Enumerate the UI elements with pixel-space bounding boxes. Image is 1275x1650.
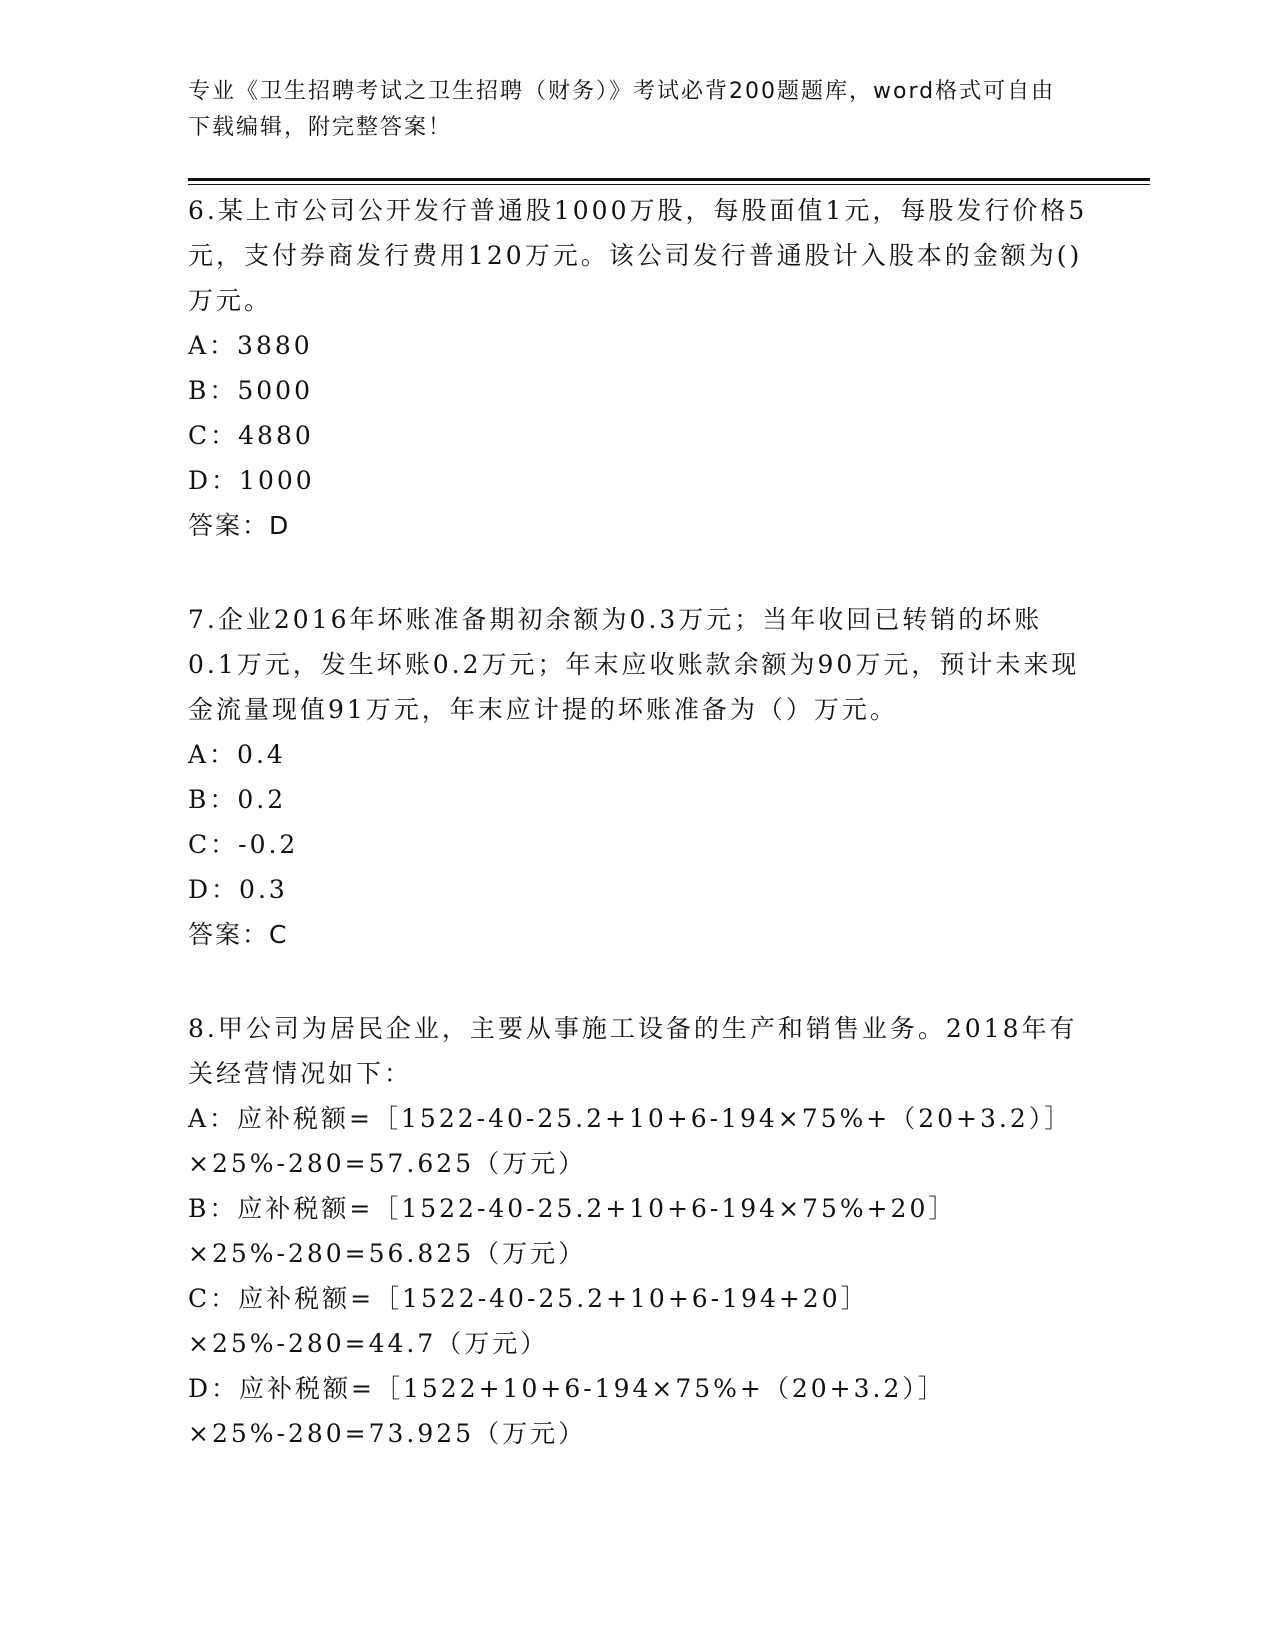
option-d: D：1000	[188, 466, 315, 495]
question-7	[188, 597, 1088, 957]
option-a: A：应补税额=［1522-40-25.2+10+6-194×75%+（20+3.2）］×25%-280=57.625（万元）	[188, 1104, 1073, 1178]
option-d: D：应补税额=［1522+10+6-194×75%+（20+3.2）］×25%-280=73.925（万元）	[188, 1374, 946, 1448]
option-d: D：0.3	[188, 875, 288, 904]
option-c: C：-0.2	[188, 830, 299, 859]
answer-line: 答案：C	[188, 920, 289, 949]
option-c: C：应补税额=［1522-40-25.2+10+6-194+20］×25%-280=44.7（万元）	[188, 1284, 869, 1358]
header-note: 专业《卫生招聘考试之卫生招聘（财务）》考试必背200题题库，word格式可自由下载编辑，附完整答案！	[188, 79, 1056, 140]
option-a: A：0.4	[188, 740, 286, 769]
answer-line: 答案：D	[188, 511, 291, 540]
question-6	[188, 188, 1088, 548]
option-b: B：应补税额=［1522-40-25.2+10+6-194×75%+20］×25%-280=56.825（万元）	[188, 1194, 957, 1268]
option-a: A：3880	[188, 331, 313, 360]
question-8	[188, 1006, 1088, 1456]
header-divider-thick	[188, 178, 1150, 181]
option-b: B：0.2	[188, 785, 287, 814]
option-c: C：4880	[188, 421, 314, 450]
question-stem: 6.某上市公司公开发行普通股1000万股，每股面值1元，每股发行价格5元，支付券商发行费用120万元。该公司发行普通股计入股本的金额为()万元。	[188, 196, 1088, 315]
question-stem: 7.企业2016年坏账准备期初余额为0.3万元；当年收回已转销的坏账0.1万元，发生坏账0.2万元；年末应收账款余额为90万元，预计未来现金流量现值91万元，年末应计提的坏账准备为（）万元。	[188, 605, 1080, 724]
option-b: B：5000	[188, 376, 313, 405]
header-divider-thin	[188, 184, 1150, 185]
question-stem: 8.甲公司为居民企业，主要从事施工设备的生产和销售业务。2018年有关经营情况如下：	[188, 1014, 1078, 1088]
